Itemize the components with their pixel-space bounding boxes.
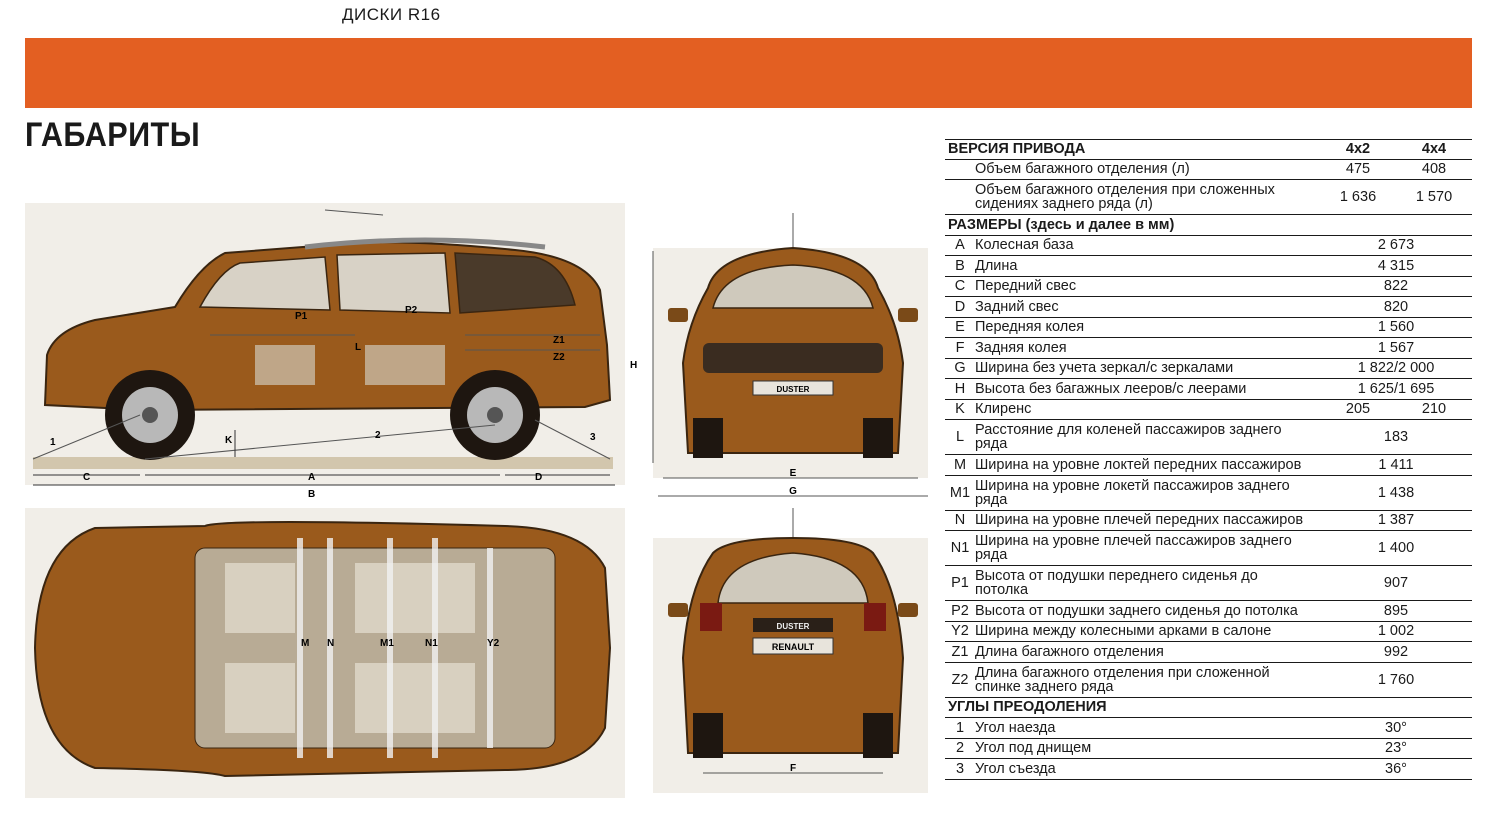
dim-label-p1: P1 (295, 311, 308, 322)
col-4x2-header: 4x2 (1345, 141, 1371, 158)
row-value: 2 673 (1377, 237, 1415, 254)
row-label: Задняя колея (975, 339, 1067, 356)
row-code: B (955, 257, 965, 274)
top-label-n1: N1 (425, 638, 438, 649)
section-title: РАЗМЕРЫ (здесь и далее в мм) (948, 216, 1175, 233)
angle-row-1 (945, 718, 1472, 739)
dim-row-e (945, 318, 1472, 339)
dim-label-2: 2 (375, 430, 381, 441)
row-value: 992 (1383, 643, 1409, 660)
dim-label-1: 1 (50, 437, 56, 448)
dim-row-p1 (945, 566, 1472, 601)
dims-section-header (945, 215, 1472, 236)
section-title: УГЛЫ ПРЕОДОЛЕНИЯ (948, 699, 1107, 716)
dim-row-z2 (945, 663, 1472, 698)
row-label: Ширина на уровне локтей передних пассажиров (975, 456, 1302, 473)
row-label: Ширина на уровне плечей передних пассажиров (975, 512, 1304, 529)
col-4x4-header: 4x4 (1421, 141, 1447, 158)
front-label-g: G (789, 486, 797, 497)
dim-row-p2 (945, 601, 1472, 622)
dim-row-g (945, 359, 1472, 380)
row-label: Угол под днищем (975, 740, 1092, 757)
row-value: 23° (1385, 740, 1407, 757)
drive-row (945, 160, 1472, 181)
row-value: 895 (1383, 602, 1409, 619)
dim-row-h (945, 379, 1472, 400)
angle-row-2 (945, 739, 1472, 760)
row-label: Высота от подушки переднего сиденья до потолка (975, 568, 1258, 598)
angle-row-3 (945, 759, 1472, 780)
top-label-y2: Y2 (487, 638, 500, 649)
row-label: Высота без багажных лееров/с леерами (975, 380, 1247, 397)
row-label: Высота от подушки заднего сиденья до потолка (975, 602, 1298, 619)
drive-version-header (945, 139, 1472, 160)
row-value: 1 387 (1377, 512, 1415, 529)
dim-label-z2: Z2 (553, 352, 565, 363)
row-label: Передний свес (975, 278, 1077, 295)
row-code: N1 (950, 540, 970, 556)
dim-row-d (945, 297, 1472, 318)
row-value: 822 (1383, 278, 1409, 295)
rear-plate: RENAULT (771, 642, 815, 652)
row-code: F (955, 339, 965, 356)
top-view-diagram (25, 508, 625, 798)
dim-row-y2 (945, 622, 1472, 643)
section-title: ВЕРСИЯ ПРИВОДА (948, 141, 1086, 158)
dim-row-n (945, 511, 1472, 532)
row-code: P2 (951, 602, 969, 619)
row-code: D (954, 298, 966, 315)
row-value: 1 002 (1377, 623, 1415, 640)
dim-row-m1 (945, 476, 1472, 511)
front-plate: DUSTER (776, 385, 810, 394)
front-view-diagram (628, 213, 933, 508)
row-value: 1 411 (1378, 456, 1414, 473)
dim-label-c: C (83, 472, 91, 483)
row-label: Угол съезда (975, 760, 1056, 777)
row-value: 1 760 (1377, 671, 1415, 688)
row-value-4x4: 408 (1421, 161, 1447, 178)
row-code: M1 (949, 484, 971, 501)
top-note: ДИСКИ R16 (342, 5, 441, 24)
row-code: P1 (951, 575, 969, 591)
row-label: Ширина на уровне плечей пассажиров заднего ряда (975, 533, 1292, 563)
row-code: G (954, 360, 966, 377)
row-code: K (955, 401, 965, 418)
row-value-4x2: 205 (1345, 401, 1371, 418)
row-label: Ширина между колесными арками в салоне (975, 623, 1272, 640)
dim-row-z1 (945, 642, 1472, 663)
dim-row-l (945, 420, 1472, 455)
dim-label-d: D (535, 472, 543, 483)
row-label: Расстояние для коленей пассажиров заднего ряда (975, 422, 1282, 452)
dim-row-b (945, 256, 1472, 277)
row-value: 1 400 (1377, 540, 1415, 556)
row-value: 1 625/1 695 (1357, 380, 1435, 397)
dim-label-a: A (308, 472, 316, 483)
dim-row-a (945, 236, 1472, 257)
dim-label-k: K (225, 435, 233, 446)
row-code: L (955, 429, 965, 445)
dim-row-k (945, 400, 1472, 421)
row-value-4x4: 1 570 (1415, 189, 1453, 205)
dim-row-f (945, 338, 1472, 359)
row-label: Длина багажного отделения при сложенной спинке заднего ряда (975, 664, 1270, 695)
row-code: Y2 (951, 623, 969, 640)
row-value: 1 438 (1377, 484, 1415, 501)
row-value: 1 560 (1377, 319, 1415, 336)
row-label: Длина багажного отделения (975, 643, 1164, 660)
row-value-4x2: 1 636 (1339, 189, 1377, 205)
row-code: N (954, 512, 966, 529)
front-label-e: E (789, 468, 797, 479)
row-value: 907 (1383, 575, 1409, 591)
drive-row (945, 180, 1472, 215)
row-code: 2 (955, 740, 965, 757)
dim-label-p2: P2 (405, 305, 418, 316)
row-label: Ширина без учета зеркал/с зеркалами (975, 360, 1234, 377)
row-value-4x4: 210 (1421, 401, 1447, 418)
dim-row-m (945, 455, 1472, 476)
dim-row-n1 (945, 531, 1472, 566)
top-label-m1: M1 (380, 638, 394, 649)
row-label: Длина (975, 257, 1018, 274)
dim-label-3: 3 (590, 432, 596, 443)
dim-label-b: B (308, 489, 316, 500)
row-value: 1 567 (1377, 339, 1415, 356)
top-label-m: M (301, 638, 310, 649)
front-label-h: H (630, 360, 638, 371)
page-title: ГАБАРИТЫ (25, 116, 201, 154)
dim-label-l: L (355, 342, 362, 353)
rear-view-diagram (628, 508, 933, 793)
rear-label-f: F (789, 763, 797, 774)
dim-label-z1: Z1 (553, 335, 565, 346)
row-code: Z1 (951, 643, 969, 660)
row-label: Объем багажного отделения при сложенных сидениях заднего ряда (л) (975, 182, 1275, 212)
row-value: 30° (1385, 719, 1407, 736)
row-label: Объем багажного отделения (л) (975, 161, 1190, 178)
row-label: Клиренс (975, 401, 1032, 418)
row-label: Передняя колея (975, 319, 1085, 336)
row-code: A (955, 237, 965, 254)
row-code: 3 (955, 760, 965, 777)
row-value: 1 822/2 000 (1357, 360, 1435, 377)
side-view-diagram (25, 195, 625, 505)
top-label-n: N (327, 638, 335, 649)
row-value: 4 315 (1377, 257, 1415, 274)
row-label: Угол наезда (975, 719, 1056, 736)
row-code: 1 (955, 719, 965, 736)
row-value-4x2: 475 (1345, 161, 1371, 178)
orange-banner (25, 38, 1472, 108)
row-label: Задний свес (975, 298, 1059, 315)
row-value: 36° (1385, 760, 1407, 777)
row-code: H (954, 380, 966, 397)
row-label: Колесная база (975, 237, 1074, 254)
row-code: C (954, 278, 966, 295)
row-code: E (955, 319, 965, 336)
rear-badge: DUSTER (776, 622, 810, 631)
dim-row-c (945, 277, 1472, 298)
spec-table (945, 139, 1472, 780)
row-value: 183 (1383, 429, 1409, 445)
row-value: 820 (1383, 298, 1409, 315)
row-label: Ширина на уровне локетй пассажиров заднего ряда (975, 477, 1290, 508)
angles-section-header (945, 698, 1472, 719)
row-code: Z2 (951, 671, 969, 688)
row-code: M (953, 456, 967, 473)
